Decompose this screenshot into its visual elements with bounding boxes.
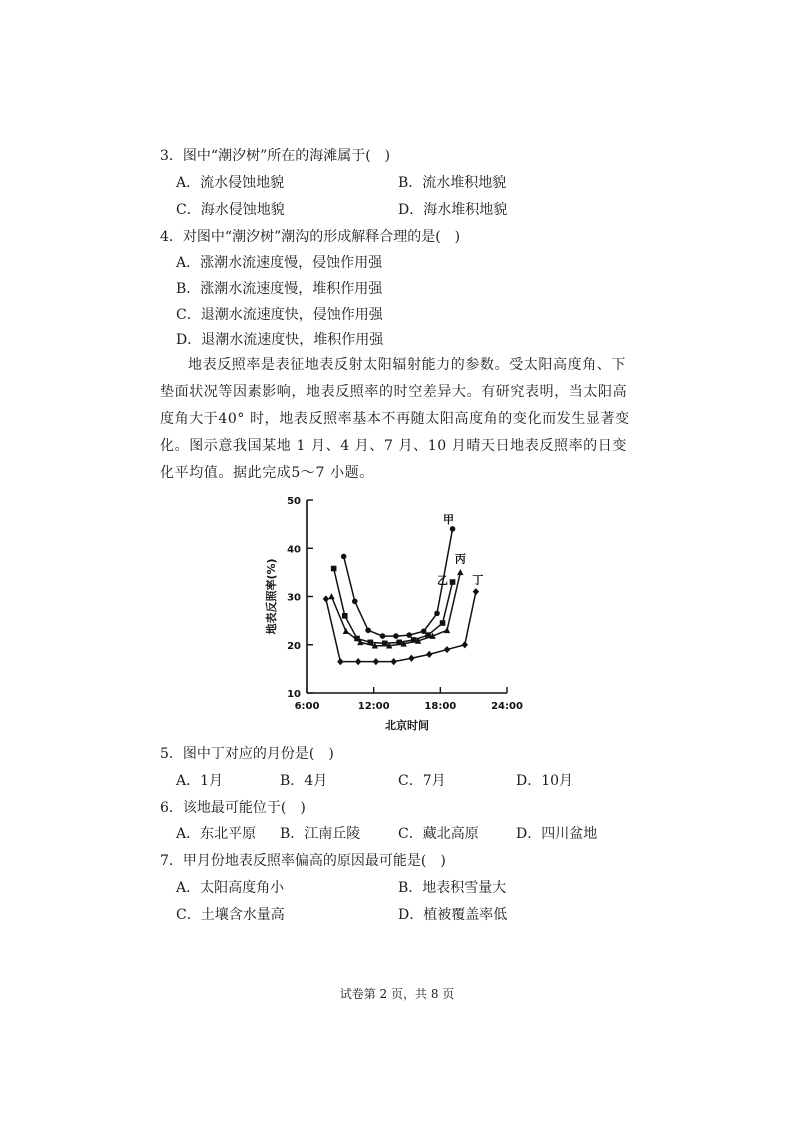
question-5-option-c[interactable]: C．7月 bbox=[398, 773, 446, 789]
chart-labels bbox=[264, 496, 523, 732]
data-point bbox=[331, 566, 337, 572]
question-4-option-c[interactable]: C．退潮水流速度快，侵蚀作用强 bbox=[176, 307, 383, 323]
question-4-stem: 4．对图中“潮汐树”潮沟的形成解释合理的是( ) bbox=[160, 229, 461, 245]
series-label-甲: 甲 bbox=[443, 512, 455, 526]
question-3-option-c[interactable]: C．海水侵蚀地貌 bbox=[176, 202, 285, 218]
data-point bbox=[390, 658, 396, 665]
data-point bbox=[341, 554, 347, 560]
question-6-stem: 6．该地最可能位于( ) bbox=[160, 800, 306, 816]
question-3-stem: 3．图中“潮汐树”所在的海滩属于( ) bbox=[160, 148, 391, 164]
y-tick-label: 10 bbox=[287, 689, 301, 700]
question-5-option-a[interactable]: A．1月 bbox=[176, 773, 224, 789]
question-7-option-d[interactable]: D．植被覆盖率低 bbox=[398, 907, 508, 923]
question-5-option-d[interactable]: D．10月 bbox=[516, 773, 574, 789]
y-tick-label: 50 bbox=[287, 496, 301, 507]
data-point bbox=[343, 628, 349, 634]
question-4-option-d[interactable]: D．退潮水流速度快，堆积作用强 bbox=[176, 332, 384, 348]
data-point bbox=[352, 599, 358, 605]
question-3-option-a[interactable]: A．流水侵蚀地貌 bbox=[176, 175, 285, 191]
question-6-option-d[interactable]: D．四川盆地 bbox=[516, 826, 598, 842]
albedo-line-chart bbox=[255, 490, 535, 735]
data-point bbox=[450, 526, 456, 532]
x-tick-label: 24:00 bbox=[491, 701, 523, 712]
y-axis-title: 地表反照率(%) bbox=[265, 558, 278, 635]
question-6-option-b[interactable]: B．江南丘陵 bbox=[280, 826, 361, 842]
question-5-option-b[interactable]: B．4月 bbox=[280, 773, 328, 789]
question-7-stem: 7．甲月份地表反照率偏高的原因最可能是( ) bbox=[160, 853, 446, 869]
data-point bbox=[434, 611, 440, 617]
y-tick-label: 20 bbox=[287, 640, 301, 652]
data-point bbox=[380, 633, 386, 639]
data-point bbox=[408, 655, 414, 662]
x-tick-label: 6:00 bbox=[294, 701, 320, 712]
question-6-option-a[interactable]: A．东北平原 bbox=[176, 826, 257, 842]
question-7-option-a[interactable]: A．太阳高度角小 bbox=[176, 880, 285, 896]
chart-marks bbox=[323, 526, 479, 665]
question-7-option-b[interactable]: B．地表积雪量大 bbox=[398, 880, 507, 896]
data-point bbox=[393, 633, 399, 639]
data-point bbox=[450, 579, 456, 585]
series-line-乙 bbox=[334, 569, 453, 644]
question-5-stem: 5．图中丁对应的月份是( ) bbox=[160, 746, 334, 762]
data-point bbox=[440, 620, 446, 626]
question-4-option-b[interactable]: B．涨潮水流速度慢，堆积作用强 bbox=[176, 281, 383, 297]
question-3-option-b[interactable]: B．流水堆积地貌 bbox=[398, 175, 507, 191]
data-point bbox=[328, 593, 334, 599]
series-label-丙: 丙 bbox=[454, 552, 466, 566]
page-footer: 试卷第 2 页，共 8 页 bbox=[339, 987, 455, 1001]
data-point bbox=[473, 588, 479, 595]
question-7-option-c[interactable]: C．土壤含水量高 bbox=[176, 907, 285, 923]
series-label-乙: 乙 bbox=[437, 574, 449, 588]
x-axis-title: 北京时间 bbox=[385, 719, 429, 732]
data-point bbox=[457, 569, 463, 575]
x-tick-label: 12:00 bbox=[357, 701, 390, 712]
question-3-option-d[interactable]: D．海水堆积地貌 bbox=[398, 202, 508, 218]
series-label-丁: 丁 bbox=[472, 573, 484, 587]
question-4-option-a[interactable]: A．涨潮水流速度慢，侵蚀作用强 bbox=[176, 255, 383, 271]
data-point bbox=[426, 651, 432, 658]
question-6-option-c[interactable]: C．藏北高原 bbox=[398, 826, 479, 842]
data-point bbox=[373, 658, 379, 665]
data-point bbox=[365, 627, 371, 633]
chart-axes bbox=[307, 500, 507, 693]
data-point bbox=[444, 627, 450, 633]
x-tick-label: 18:00 bbox=[424, 701, 457, 712]
y-tick-label: 40 bbox=[287, 544, 301, 556]
data-point bbox=[337, 658, 343, 665]
y-tick-label: 30 bbox=[287, 592, 301, 604]
data-point bbox=[323, 595, 329, 602]
data-point bbox=[355, 658, 361, 665]
data-point bbox=[406, 632, 412, 638]
data-point bbox=[444, 646, 450, 653]
data-point bbox=[462, 641, 468, 648]
data-point bbox=[342, 613, 348, 619]
reading-passage: 地表反照率是表征地表反射太阳辐射能力的参数。受太阳高度角、下垫面状况等因素影响，地表反照率的时空差异大。有研究表明，当太阳高度角大于40° 时，地表反照率基本不再随太阳高度角的变化而发生显著变化。图示意我国某地 1 月、4 月、7 月、10 月晴天日地表反照率的日变化平均值。据此完成5～7 小题。 bbox=[160, 357, 630, 481]
